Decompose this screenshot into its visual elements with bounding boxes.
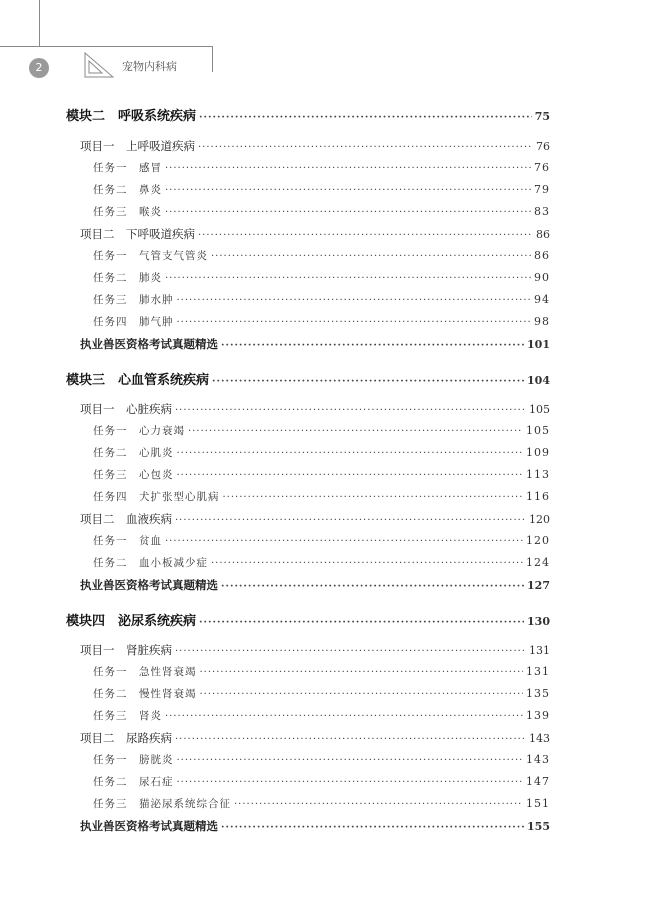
toc-project[interactable] — [80, 730, 550, 746]
toc-entry-title: 任务一 贫血 — [93, 535, 162, 547]
toc-page-number: 104 — [527, 374, 550, 387]
toc-task[interactable] — [93, 489, 550, 504]
header-rule-tick — [212, 46, 213, 72]
leader-dots — [177, 295, 532, 306]
leader-dots — [211, 251, 531, 262]
toc-entry-title: 任务三 肺水肿 — [93, 294, 174, 306]
toc-page-number: 101 — [527, 338, 550, 351]
toc-page-number: 143 — [529, 732, 550, 745]
toc-project[interactable] — [80, 138, 550, 154]
toc-page-number: 147 — [526, 775, 550, 788]
leader-dots — [165, 536, 523, 547]
leader-dots — [177, 317, 532, 328]
toc-entry-title: 任务三 喉炎 — [93, 206, 162, 218]
leader-dots — [175, 734, 526, 745]
toc-entry-title: 项目二 下呼吸道疾病 — [80, 227, 195, 241]
leader-dots — [188, 426, 523, 437]
toc-entry-title: 任务三 肾炎 — [93, 710, 162, 722]
toc-entry-title: 项目二 尿路疾病 — [80, 731, 172, 745]
toc-task[interactable] — [93, 270, 550, 285]
toc-entry-title: 任务一 膀胱炎 — [93, 754, 174, 766]
toc-page-number: 120 — [529, 513, 550, 526]
toc-module[interactable] — [66, 105, 550, 124]
toc-entry-title: 执业兽医资格考试真题精选 — [80, 819, 218, 833]
leader-dots — [234, 799, 523, 810]
toc-task[interactable] — [93, 160, 550, 175]
toc-page-number: 131 — [529, 644, 550, 657]
toc-project[interactable] — [80, 401, 550, 417]
toc-page-number: 127 — [527, 579, 550, 592]
leader-dots — [175, 405, 526, 416]
toc-page-number: 130 — [527, 615, 550, 628]
toc-entry-title: 任务一 心力衰竭 — [93, 425, 185, 437]
toc-page-number: 86 — [534, 249, 550, 262]
toc-task[interactable] — [93, 796, 550, 811]
toc-entry-title: 任务二 心肌炎 — [93, 447, 174, 459]
leader-dots — [165, 207, 531, 218]
toc-page-number: 131 — [526, 665, 550, 678]
toc-entry-title: 执业兽医资格考试真题精选 — [80, 578, 218, 592]
page-number-badge: 2 — [29, 58, 49, 78]
toc-page-number: 151 — [526, 797, 550, 810]
toc-entry-title: 任务一 感冒 — [93, 162, 162, 174]
toc-project[interactable] — [80, 226, 550, 242]
toc-entry-title: 任务二 尿石症 — [93, 776, 174, 788]
header-rule-horizontal — [0, 46, 213, 47]
header-rule-vertical — [39, 0, 40, 46]
toc-project[interactable] — [80, 511, 550, 527]
toc-page-number: 83 — [534, 205, 550, 218]
toc-entry-title: 项目二 血液疾病 — [80, 512, 172, 526]
leader-dots — [165, 185, 531, 196]
leader-dots — [198, 142, 533, 153]
leader-dots — [221, 581, 524, 592]
toc-entry-title: 执业兽医资格考试真题精选 — [80, 337, 218, 351]
leader-dots — [223, 492, 524, 503]
toc-page-number: 86 — [536, 228, 550, 241]
toc-entry-title: 任务一 急性肾衰竭 — [93, 666, 197, 678]
toc-entry-title: 模块二 呼吸系统疾病 — [66, 109, 197, 124]
toc-task[interactable] — [93, 467, 550, 482]
leader-dots — [221, 340, 524, 351]
leader-dots — [165, 163, 531, 174]
toc-task[interactable] — [93, 686, 550, 701]
toc-entry-title: 任务三 猫泌尿系统综合征 — [93, 798, 231, 810]
toc-entry-title: 任务四 犬扩张型心肌病 — [93, 491, 220, 503]
leader-dots — [177, 777, 524, 788]
leader-dots — [198, 230, 533, 241]
toc-page-number: 120 — [526, 534, 550, 547]
toc-exam[interactable] — [80, 818, 550, 834]
toc-entry-title: 任务一 气管支气管炎 — [93, 250, 208, 262]
toc-project[interactable] — [80, 642, 550, 658]
toc-task[interactable] — [93, 182, 550, 197]
toc-task[interactable] — [93, 314, 550, 329]
toc-page-number: 143 — [526, 753, 550, 766]
toc-module[interactable] — [66, 610, 550, 629]
toc-entry-title: 项目一 心脏疾病 — [80, 402, 172, 416]
toc-exam[interactable] — [80, 336, 550, 352]
leader-dots — [221, 822, 524, 833]
leader-dots — [211, 558, 523, 569]
leader-dots — [200, 689, 524, 700]
toc-page-number: 135 — [526, 687, 550, 700]
toc-entry-title: 项目一 上呼吸道疾病 — [80, 139, 195, 153]
toc-task[interactable] — [93, 248, 550, 263]
toc-page-number: 94 — [534, 293, 550, 306]
toc-page-number: 75 — [534, 110, 550, 123]
toc-entry-title: 项目一 肾脏疾病 — [80, 643, 172, 657]
leader-dots — [165, 273, 531, 284]
toc-entry-title: 任务二 肺炎 — [93, 272, 162, 284]
leader-dots — [212, 376, 524, 387]
toc-task[interactable] — [93, 708, 550, 723]
toc-page-number: 113 — [526, 468, 550, 481]
leader-dots — [199, 617, 524, 628]
toc-page-number: 76 — [534, 161, 550, 174]
toc-page-number: 105 — [526, 424, 550, 437]
toc-entry-title: 任务二 血小板减少症 — [93, 557, 208, 569]
toc-task[interactable] — [93, 445, 550, 460]
toc-entry-title: 任务四 肺气肿 — [93, 316, 174, 328]
leader-dots — [165, 711, 523, 722]
toc-task[interactable] — [93, 555, 550, 570]
leader-dots — [200, 667, 524, 678]
toc-page-number: 109 — [526, 446, 550, 459]
toc-entry-title: 任务二 慢性肾衰竭 — [93, 688, 197, 700]
toc-entry-title: 模块三 心血管系统疾病 — [66, 373, 210, 388]
toc-task[interactable] — [93, 752, 550, 767]
toc-page-number: 139 — [526, 709, 550, 722]
toc-page-number: 76 — [536, 140, 550, 153]
toc-task[interactable] — [93, 423, 550, 438]
corner-triangle-icon — [84, 52, 114, 78]
toc-task[interactable] — [93, 292, 550, 307]
toc-module[interactable] — [66, 369, 550, 388]
running-title: 宠物内科病 — [122, 60, 177, 73]
leader-dots — [177, 755, 524, 766]
leader-dots — [199, 112, 532, 123]
toc-task[interactable] — [93, 664, 550, 679]
toc-page-number: 155 — [527, 820, 550, 833]
toc-task[interactable] — [93, 774, 550, 789]
toc-page-number: 124 — [526, 556, 550, 569]
toc-page-number: 90 — [534, 271, 550, 284]
toc-page-number: 105 — [529, 403, 550, 416]
toc-entry-title: 任务二 鼻炎 — [93, 184, 162, 196]
leader-dots — [175, 646, 526, 657]
leader-dots — [177, 448, 524, 459]
toc-entry-title: 模块四 泌尿系统疾病 — [66, 614, 197, 629]
toc-page-number: 116 — [526, 490, 550, 503]
toc-task[interactable] — [93, 533, 550, 548]
leader-dots — [177, 470, 524, 481]
toc-page-number: 79 — [534, 183, 550, 196]
toc-exam[interactable] — [80, 577, 550, 593]
toc-entry-title: 任务三 心包炎 — [93, 469, 174, 481]
leader-dots — [175, 515, 526, 526]
toc-page-number: 98 — [534, 315, 550, 328]
toc-task[interactable] — [93, 204, 550, 219]
